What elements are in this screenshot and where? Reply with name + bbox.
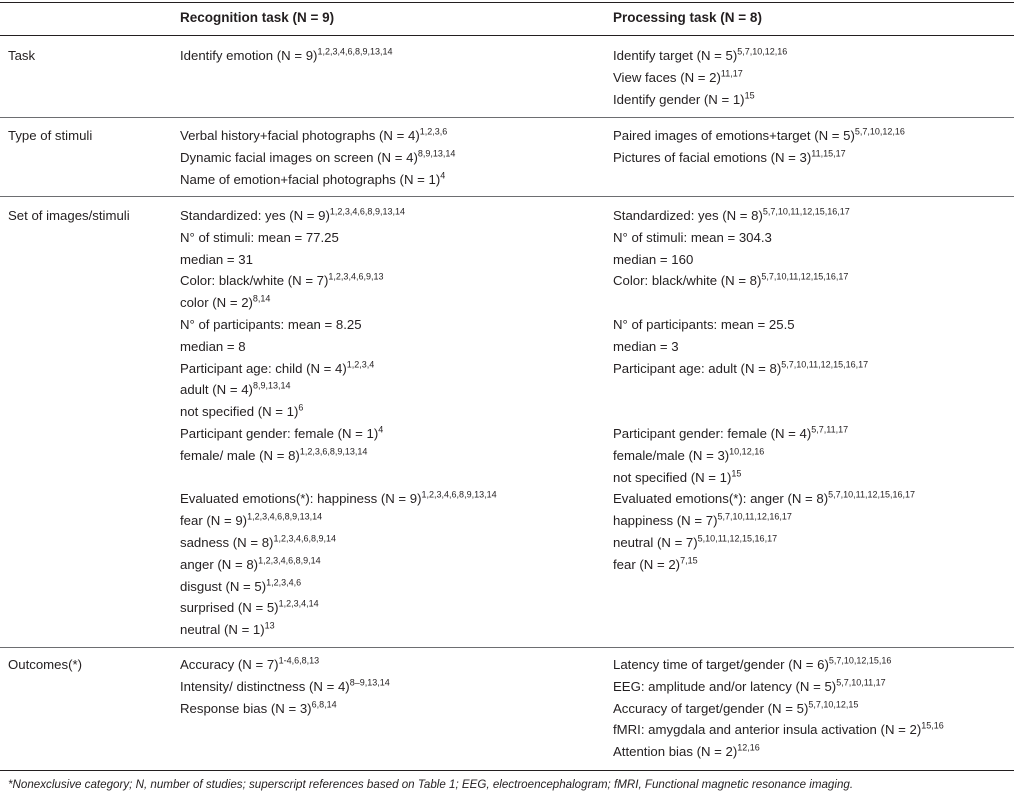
list-item (613, 125, 1008, 147)
list-item (180, 205, 600, 227)
list-item (613, 654, 1008, 676)
entry-text: adult (N = 4) (180, 382, 253, 398)
list-item (613, 676, 1008, 698)
list-item (180, 249, 600, 271)
recognition-cell (180, 205, 600, 641)
processing-cell (613, 654, 1008, 763)
reference-superscript: 13 (264, 620, 275, 631)
reference-superscript: 4 (440, 170, 446, 181)
list-item (613, 147, 1008, 169)
list-item (180, 619, 600, 641)
entry-text: sadness (N = 8) (180, 534, 274, 550)
reference-superscript: 1,2,3,4,6,8,9,13,14 (247, 511, 323, 522)
reference-superscript: 8,9,13,14 (417, 148, 456, 159)
list-item (180, 576, 600, 598)
spacer (613, 292, 1008, 314)
list-item (180, 510, 600, 532)
list-item (180, 358, 600, 380)
list-item (180, 676, 600, 698)
entry-text: fear (N = 9) (180, 513, 248, 529)
reference-superscript: 5,7,10,11,12,16,17 (717, 511, 792, 522)
header-recognition-task: Recognition task (N = 9) (180, 10, 335, 25)
reference-superscript: 11,17 (720, 68, 743, 79)
list-item (180, 554, 600, 576)
spacer (613, 401, 1008, 423)
list-item (613, 510, 1008, 532)
reference-superscript: 1,2,3,4,14 (278, 598, 319, 609)
row-label: Type of stimuli (8, 128, 93, 143)
entry-text: median = 3 (613, 338, 679, 354)
reference-superscript: 7,15 (680, 555, 698, 566)
reference-superscript: 5,7,10,11,12,15,16,17 (781, 359, 869, 370)
list-item (180, 532, 600, 554)
list-item (613, 698, 1008, 720)
spacer (180, 467, 600, 489)
entry-text: fear (N = 2) (613, 556, 681, 572)
list-item (180, 147, 600, 169)
reference-superscript: 15 (731, 468, 742, 479)
reference-superscript: 1,2,3,4,6,8,9,13,14 (421, 489, 497, 500)
reference-superscript: 1,2,3,4,6,9,13 (328, 272, 384, 282)
entry-text: Pictures of facial emotions (N = 3) (613, 149, 812, 165)
list-item (613, 314, 1008, 336)
list-item (613, 532, 1008, 554)
entry-text: N° of participants: mean = 25.5 (613, 316, 795, 332)
header-processing-task: Processing task (N = 8) (613, 10, 762, 25)
list-item (180, 445, 600, 467)
reference-superscript: 1,2,3,4,6,8,9,13,14 (317, 46, 393, 57)
list-item (180, 314, 600, 336)
entry-text: Identify target (N = 5) (613, 48, 738, 63)
reference-superscript: 5,7,10,11,12,15,16,17 (762, 206, 850, 217)
entry-text: EEG: amplitude and/or latency (N = 5) (613, 678, 837, 694)
reference-superscript: 5,7,10,11,12,15,16,17 (828, 489, 916, 500)
recognition-cell (180, 654, 600, 719)
list-item (180, 45, 600, 67)
list-item (613, 423, 1008, 445)
list-item (613, 205, 1008, 227)
entry-text: Verbal history+facial photographs (N = 4) (180, 128, 420, 143)
entry-text: Response bias (N = 3) (180, 700, 312, 716)
reference-superscript: 5,7,10,12,16 (854, 126, 905, 137)
entry-text: Accuracy (N = 7) (180, 657, 279, 672)
entry-text: N° of stimuli: mean = 304.3 (613, 229, 772, 245)
list-item (613, 554, 1008, 576)
reference-superscript: 5,7,10,12,15,16 (828, 655, 892, 666)
entry-text: anger (N = 8) (180, 556, 259, 572)
list-item (613, 89, 1008, 111)
processing-cell (613, 125, 1008, 169)
list-item (180, 227, 600, 249)
entry-text: median = 160 (613, 251, 694, 267)
processing-cell (613, 45, 1008, 110)
recognition-cell (180, 125, 600, 190)
list-item (180, 379, 600, 401)
entry-text: Attention bias (N = 2) (613, 744, 738, 760)
row-divider (0, 647, 1014, 648)
reference-superscript: 6 (298, 402, 304, 413)
reference-superscript: 8,14 (252, 293, 271, 304)
reference-superscript: 1,2,3,4,6,8,9,14 (273, 533, 337, 544)
entry-text: Participant age: child (N = 4) (180, 360, 347, 376)
entry-text: N° of stimuli: mean = 77.25 (180, 229, 339, 245)
entry-text: median = 31 (180, 251, 253, 267)
reference-superscript: 1,2,3,4,6 (266, 577, 302, 588)
entry-text: Participant age: adult (N = 8) (613, 360, 782, 376)
list-item (613, 270, 1008, 292)
table-top-rule (0, 2, 1014, 3)
entry-text: surprised (N = 5) (180, 600, 279, 616)
list-item (180, 423, 600, 445)
row-label: Outcomes(*) (8, 657, 83, 672)
reference-superscript: 1,2,3,6,8,9,13,14 (299, 446, 368, 457)
entry-text: Dynamic facial images on screen (N = 4) (180, 149, 418, 165)
entry-text: Intensity/ distinctness (N = 4) (180, 678, 350, 694)
list-item (613, 467, 1008, 489)
list-item (180, 488, 600, 510)
list-item (613, 488, 1008, 510)
list-item (180, 270, 600, 292)
entry-text: median = 8 (180, 338, 246, 354)
reference-superscript: 5,7,10,12,16 (737, 46, 788, 57)
entry-text: neutral (N = 7) (613, 534, 698, 550)
row-label: Task (8, 48, 36, 63)
reference-superscript: 5,7,10,12,15 (808, 699, 859, 710)
header-rule (0, 35, 1014, 36)
reference-superscript: 5,10,11,12,15,16,17 (697, 533, 778, 544)
list-item (613, 741, 1008, 763)
list-item (180, 169, 600, 191)
row-label: Set of images/stimuli (8, 208, 130, 223)
reference-superscript: 1,2,3,4 (346, 359, 375, 370)
entry-text: Evaluated emotions(*): happiness (N = 9) (180, 491, 422, 507)
reference-superscript: 8,9,13,14 (252, 380, 291, 391)
entry-text: not specified (N = 1) (613, 469, 732, 485)
entry-text: disgust (N = 5) (180, 578, 267, 594)
table-footnote: *Nonexclusive category; N, number of studies; superscript references based on Table 1; EEG, electroencephalogram; fMRI, Functional magnetic resonance imaging. (8, 778, 854, 791)
entry-text: not specified (N = 1) (180, 404, 299, 420)
reference-superscript: 1,2,3,6 (419, 126, 448, 137)
list-item (613, 45, 1008, 67)
list-item (180, 401, 600, 423)
table-bottom-rule (0, 770, 1014, 771)
reference-superscript: 11,15,17 (811, 148, 846, 159)
row-divider (0, 196, 1014, 197)
entry-text: Name of emotion+facial photographs (N = 1) (180, 171, 441, 187)
reference-superscript: 4 (378, 424, 384, 435)
reference-superscript: 1,2,3,4,6,8,9,13,14 (329, 206, 405, 217)
list-item (613, 336, 1008, 358)
entry-text: female/male (N = 3) (613, 447, 730, 463)
reference-superscript: 8–9,13,14 (349, 677, 390, 688)
entry-text: Evaluated emotions(*): anger (N = 8) (613, 491, 829, 507)
list-item (180, 292, 600, 314)
list-item (613, 445, 1008, 467)
row-divider (0, 117, 1014, 118)
entry-text: Color: black/white (N = 8) (613, 273, 762, 289)
processing-cell (613, 205, 1008, 576)
recognition-cell (180, 45, 600, 67)
entry-text: happiness (N = 7) (613, 513, 718, 529)
reference-superscript: 1,2,3,4,6,8,9,14 (258, 555, 321, 566)
reference-superscript: 5,7,11,17 (811, 424, 849, 435)
list-item (180, 597, 600, 619)
entry-text: female/ male (N = 8) (180, 447, 300, 463)
list-item (613, 719, 1008, 741)
list-item (180, 698, 600, 720)
reference-superscript: 15,16 (921, 721, 944, 731)
entry-text: fMRI: amygdala and anterior insula activation (N = 2) (613, 722, 922, 738)
reference-superscript: 15 (744, 90, 755, 101)
entry-text: View faces (N = 2) (613, 69, 721, 85)
list-item (180, 125, 600, 147)
reference-superscript: 5,7,10,11,12,15,16,17 (761, 272, 849, 282)
entry-text: N° of participants: mean = 8.25 (180, 316, 362, 332)
reference-superscript: 10,12,16 (729, 446, 765, 457)
spacer (613, 379, 1008, 401)
entry-text: Color: black/white (N = 7) (180, 273, 329, 289)
entry-text: Accuracy of target/gender (N = 5) (613, 700, 809, 716)
entry-text: Participant gender: female (N = 1) (180, 425, 379, 441)
entry-text: color (N = 2) (180, 295, 253, 311)
entry-text: Standardized: yes (N = 8) (613, 208, 763, 223)
list-item (180, 336, 600, 358)
entry-text: neutral (N = 1) (180, 622, 265, 638)
list-item (613, 249, 1008, 271)
list-item (613, 358, 1008, 380)
reference-superscript: 6,8,14 (311, 699, 337, 710)
entry-text: Identify gender (N = 1) (613, 91, 745, 107)
reference-superscript: 1-4,6,8,13 (278, 655, 320, 666)
reference-superscript: 12,16 (737, 742, 760, 753)
reference-superscript: 5,7,10,11,17 (836, 677, 886, 688)
entry-text: Paired images of emotions+target (N = 5) (613, 128, 855, 143)
list-item (613, 227, 1008, 249)
entry-text: Participant gender: female (N = 4) (613, 425, 812, 441)
entry-text: Identify emotion (N = 9) (180, 48, 318, 63)
entry-text: Latency time of target/gender (N = 6) (613, 657, 829, 672)
entry-text: Standardized: yes (N = 9) (180, 208, 330, 223)
list-item (180, 654, 600, 676)
list-item (613, 67, 1008, 89)
